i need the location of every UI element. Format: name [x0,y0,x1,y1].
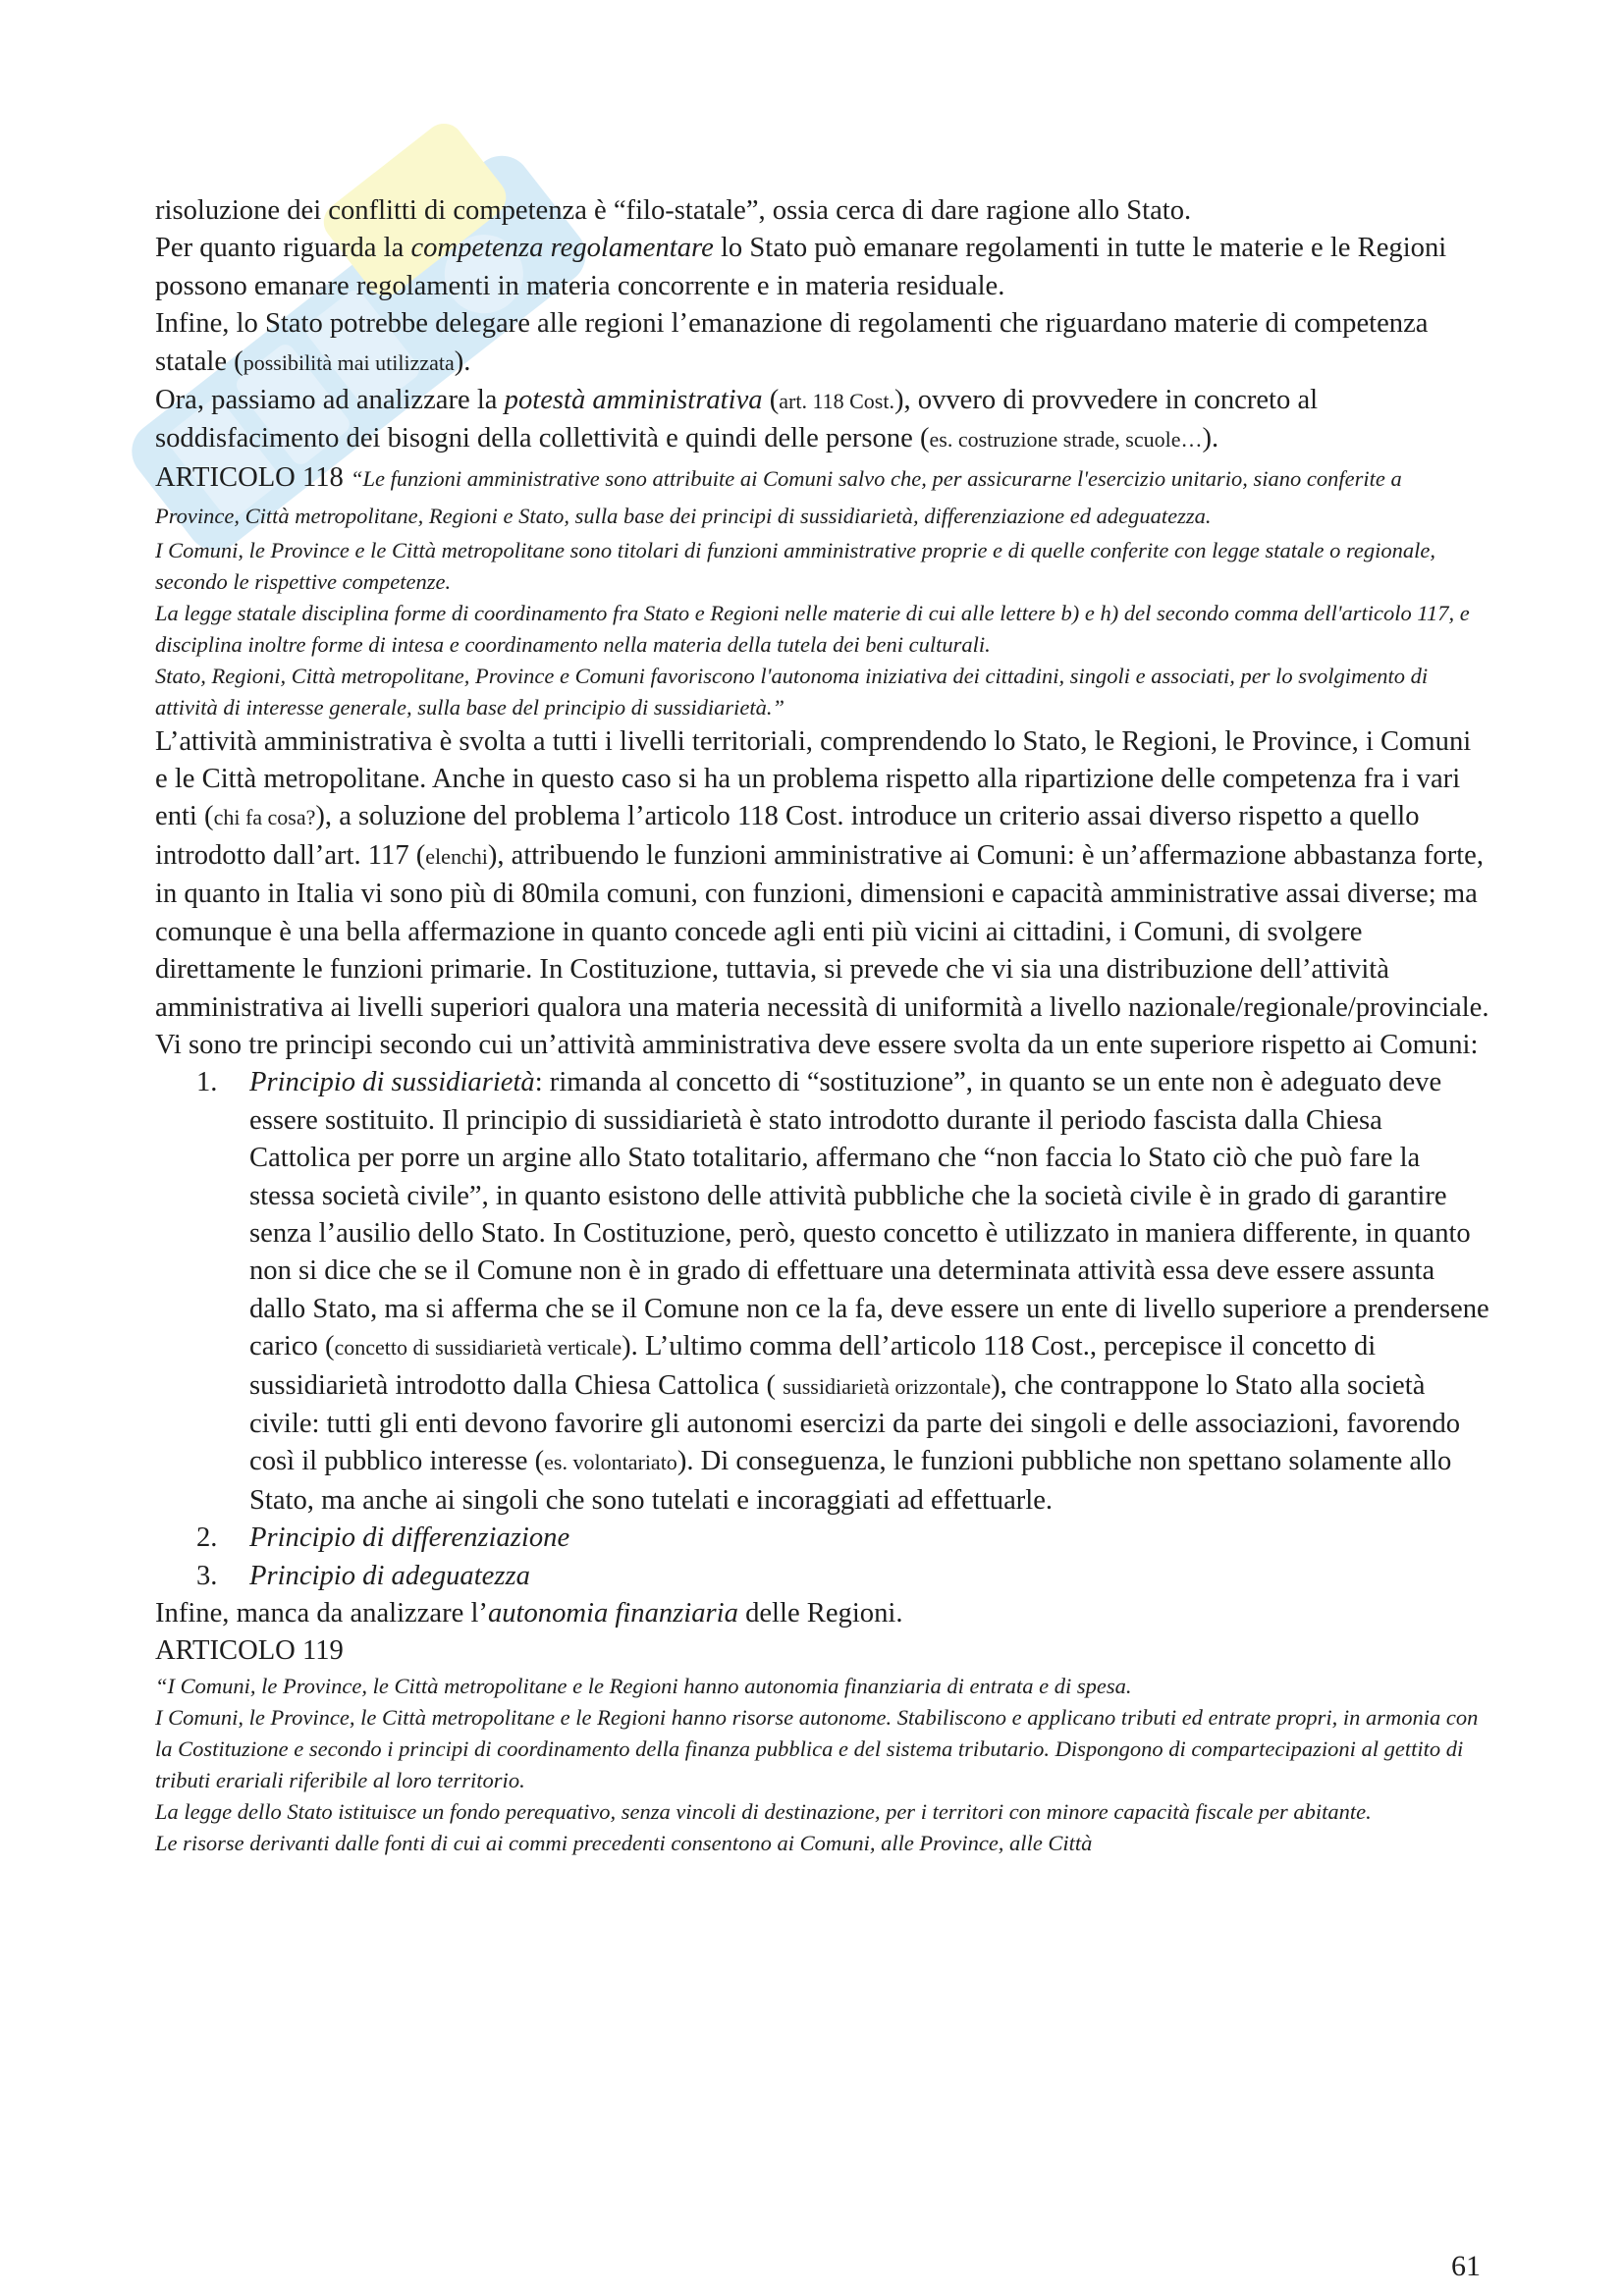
article-119-quote-1: “I Comuni, le Province, le Città metropolitane e le Regioni hanno autonomia finanziaria di entrata e di spesa. [155,1673,1132,1698]
page-body [155,192,1490,1859]
article-119-block [155,1632,1490,1858]
list-item: 2. Principio di differenziazione [196,1522,570,1554]
article-119-quote-2: I Comuni, le Province, le Città metropolitane e le Regioni hanno risorse autonome. Stabiliscono e applicano tributi ed entrate propri, in armonia con la Costituzione e secondo i principi di coordinamento della finanza pubblica e del sistema tributario. Dispongono di compartecipazioni al gettito di tributi erariali riferibile al loro territorio. [155,1704,1479,1792]
list-item: 1. Principio di sussidiarietà: rimanda al concetto di “sostituzione”, in quanto se un ente non è adeguato deve essere sostituito. Il principio di sussidiarietà è stato introdotto durante il periodo fascista dalla Chiesa Cattolica per porre un argine allo Stato totalitario, affermano che “non faccia lo Stato ciò che può fare la stessa società civile”, in quanto esistono delle attività pubbliche che la società civile è in grado di garantire senza l’ausilio dello Stato. In Costituzione, però, questo concetto è utilizzato in maniera differente, in quanto non si dice che se il Comune non è in grado di effettuare una determinata attività essa deve essere assunta dallo Stato, ma si afferma che se il Comune non ce la fa, deve essere un ente di livello superiore a prendersene carico (concetto di sussidiarietà verticale). L’ultimo comma dell’articolo 118 Cost., percepisce il concetto di sussidiarietà introdotto dalla Chiesa Cattolica ( sussidiarietà orizzontale), che contrappone lo Stato alla società civile: tutti gli enti devono favorire gli autonomi esercizi da parte dei singoli e delle associazioni, favorendo così il pubblico interesse (es. volontariato). Di conseguenza, le funzioni pubbliche non spettano solamente allo Stato, ma anche ai singoli che sono tutelati e incoraggiati ad effettuarle. [196,1067,1489,1516]
list-item: 3. Principio di adeguatezza [196,1560,530,1591]
article-118-quote-4: Stato, Regioni, Città metropolitane, Province e Comuni favoriscono l'autonoma iniziativa dei cittadini, singoli e associati, per lo svolgimento di attività di interesse generale, sulla base del principio di sussidiarietà.” [155,663,1429,720]
article-118-heading: ARTICOLO 118 “Le funzioni amministrative sono attribuite ai Comuni salvo che, per assicurarne l'esercizio unitario, siano conferite a Province, Città metropolitane, Regioni e Stato, sulla base dei principi di sussidiarietà, differenziazione ed adeguatezza. [155,461,1402,529]
term-financial-autonomy: autonomia finanziaria [487,1598,738,1629]
paragraph-regulatory: Per quanto riguarda la competenza regolamentare lo Stato può emanare regolamenti in tutte le materie e le Regioni possono emanare regolamenti in materia concorrente e in materia residuale. [155,233,1447,301]
term-subsidiarity: Principio di sussidiarietà [249,1067,535,1098]
article-118-quote-1: “Le funzioni amministrative sono attribuite ai Comuni salvo che, per assicurarne l'esercizio unitario, siano conferite a Province, Città metropolitane, Regioni e Stato, sulla base dei principi di sussidiarietà, differenziazione ed adeguatezza. [155,465,1402,529]
paragraph-conflicts: risoluzione dei conflitti di competenza è “filo-statale”, ossia cerca di dare ragione allo Stato. [155,195,1192,226]
term-differentiation: Principio di differenziazione [249,1522,570,1554]
page-number: 61 [1451,2250,1481,2282]
paragraph-financial: Infine, manca da analizzare l’autonomia finanziaria delle Regioni. [155,1598,903,1629]
article-118-block [155,459,1490,723]
paragraph-delegation: Infine, lo Stato potrebbe delegare alle regioni l’emanazione di regolamenti che riguardano materie di competenza statale (possibilità mai utilizzata). [155,308,1429,377]
article-119-quote-3: La legge dello Stato istituisce un fondo perequativo, senza vincoli di destinazione, per i territori con minore capacità fiscale per abitante. [155,1798,1372,1824]
principles-list [155,1064,1490,1595]
article-119-heading: ARTICOLO 119 [155,1635,344,1667]
term-regulatory-competence: competenza regolamentare [410,233,714,264]
article-118-quote-3: La legge statale disciplina forme di coordinamento fra Stato e Regioni nelle materie di cui alle lettere b) e h) del secondo comma dell'articolo 117, e disciplina inoltre forme di intesa e coordinamento nella materia della tutela dei beni culturali. [155,600,1470,657]
article-118-quote-2: I Comuni, le Province e le Città metropolitane sono titolari di funzioni amministrative proprie e di quelle conferite con legge statale o regionale, secondo le rispettive competenze. [155,537,1435,594]
paragraph-administrative: Ora, passiamo ad analizzare la potestà amministrativa (art. 118 Cost.), ovvero di provvedere in concreto al soddisfacimento dei bisogni della collettività e quindi delle persone (es. costruzione strade, scuole…). [155,385,1319,454]
term-administrative-power: potestà amministrativa [504,385,763,416]
paragraph-administrative-levels: L’attività amministrativa è svolta a tutti i livelli territoriali, comprendendo lo Stato, le Regioni, le Province, i Comuni e le Città metropolitane. Anche in questo caso si ha un problema rispetto alla ripartizione delle competenza fra i vari enti (chi fa cosa?), a soluzione del problema l’articolo 118 Cost. introduce un criterio assai diverso rispetto a quello introdotto dall’art. 117 (elenchi), attribuendo le funzioni amministrative ai Comuni: è un’affermazione abbastanza forte, in quanto in Italia vi sono più di 80mila comuni, con funzioni, dimensioni e capacità amministrative assai diverse; ma comunque è una bella affermazione in quanto concede agli enti più vicini ai cittadini, i Comuni, di svolgere direttamente le funzioni primarie. In Costituzione, tuttavia, si prevede che vi sia una distribuzione dell’attività amministrativa ai livelli superiori qualora una materia necessità di uniformità a livello nazionale/regionale/provinciale. Vi sono tre principi secondo cui un’attività amministrativa deve essere svolta da un ente superiore rispetto ai Comuni: [155,725,1489,1060]
term-adequacy: Principio di adeguatezza [249,1560,530,1591]
article-119-quote-4: Le risorse derivanti dalle fonti di cui ai commi precedenti consentono ai Comuni, alle Province, alle Città [155,1830,1093,1855]
